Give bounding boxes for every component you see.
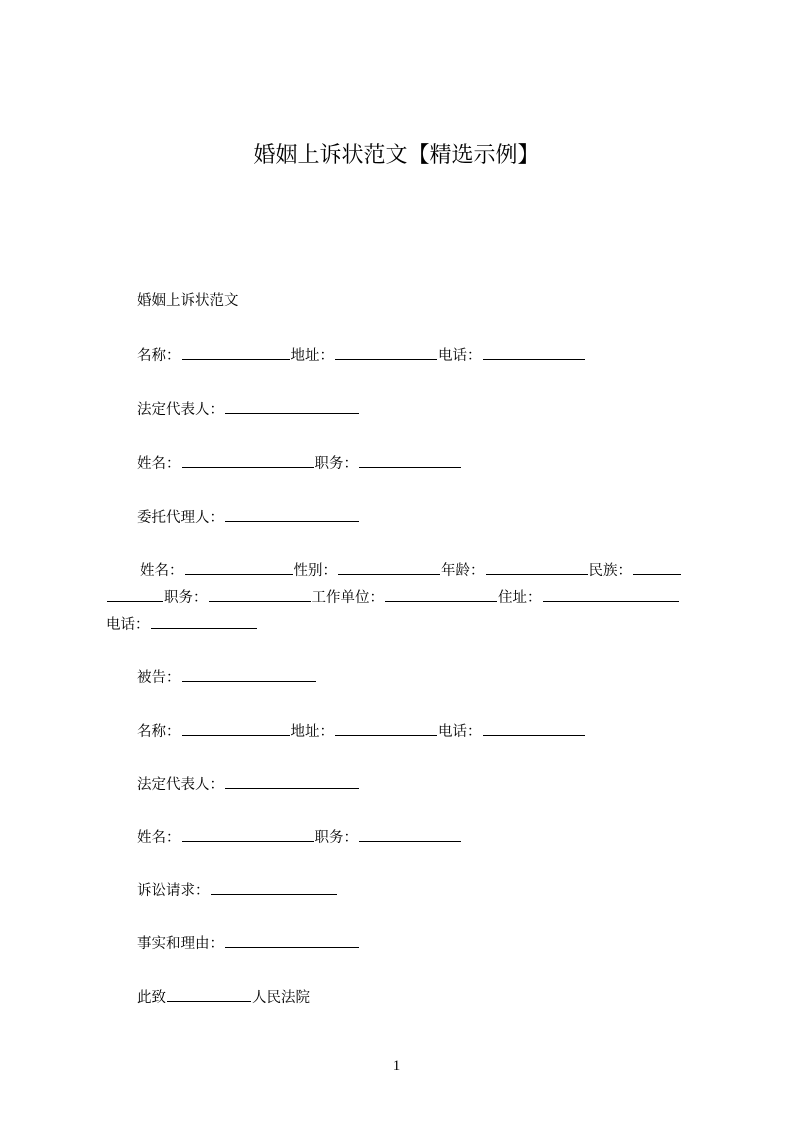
defendant-address-label: 地址： [290, 724, 334, 740]
defendant-phone-blank [483, 720, 585, 736]
claim-blank [211, 879, 337, 895]
defendant-rep-name-line [137, 826, 462, 848]
agent-details-line-2 [106, 586, 680, 608]
residence-blank [543, 586, 679, 602]
ethnicity-blank-part-1 [633, 559, 681, 575]
ethnicity-label: 民族： [588, 563, 632, 579]
position-label: 职务： [314, 456, 358, 472]
defendant-label: 被告： [137, 670, 181, 686]
defendant-position-label: 职务： [314, 830, 358, 846]
defendant-name-blank [182, 720, 290, 736]
subtitle: 婚姻上诉状范文 [137, 293, 239, 309]
gender-label: 性别： [293, 563, 337, 579]
residence-label: 住址： [498, 590, 542, 606]
agent-phone-blank [151, 613, 257, 629]
age-blank [486, 559, 588, 575]
claim-label: 诉讼请求： [137, 883, 210, 899]
defendant-legal-rep-label: 法定代表人： [137, 777, 224, 793]
defendant-person-name-label: 姓名： [137, 830, 181, 846]
address-label: 地址： [290, 348, 334, 364]
defendant-position-blank [359, 826, 461, 842]
address-blank [335, 344, 437, 360]
claim-line [137, 879, 338, 901]
agent-label: 委托代理人： [137, 510, 224, 526]
facts-blank [225, 932, 359, 948]
facts-label: 事实和理由： [137, 936, 224, 952]
agent-position-label: 职务： [164, 590, 208, 606]
document-title: 婚姻上诉状范文【精选示例】 [253, 143, 540, 168]
court-blank [167, 986, 251, 1002]
defendant-blank [182, 666, 316, 682]
agent-details-line-1 [140, 559, 682, 581]
defendant-name-label: 名称： [137, 724, 181, 740]
defendant-line [137, 666, 317, 688]
person-name-blank [182, 452, 314, 468]
phone-label: 电话： [438, 348, 482, 364]
age-label: 年龄： [441, 563, 485, 579]
page-number: 1 [392, 1058, 401, 1074]
ethnicity-blank-part-2 [107, 586, 163, 602]
to-label: 此致 [137, 990, 166, 1006]
defendant-legal-rep-line [137, 773, 360, 795]
agent-details-line-3 [106, 613, 258, 635]
facts-line [137, 932, 360, 954]
work-unit-label: 工作单位： [311, 590, 384, 606]
court-line [137, 986, 310, 1008]
defendant-legal-rep-blank [225, 773, 359, 789]
defendant-contact-line [137, 720, 586, 742]
defendant-address-blank [335, 720, 437, 736]
plaintiff-contact-line [137, 344, 586, 366]
legal-rep-blank [225, 398, 359, 414]
defendant-person-name-blank [182, 826, 314, 842]
legal-rep-label: 法定代表人： [137, 402, 224, 418]
defendant-phone-label: 电话： [438, 724, 482, 740]
agent-position-blank [209, 586, 311, 602]
agent-blank [225, 506, 359, 522]
name-blank [182, 344, 290, 360]
person-name-label: 姓名： [137, 456, 181, 472]
agent-phone-label: 电话： [106, 617, 150, 633]
court-label: 人民法院 [252, 990, 310, 1006]
legal-rep-line [137, 398, 360, 420]
rep-name-line [137, 452, 462, 474]
gender-blank [338, 559, 440, 575]
phone-blank [483, 344, 585, 360]
name-label: 名称： [137, 348, 181, 364]
position-blank [359, 452, 461, 468]
work-unit-blank [385, 586, 497, 602]
agent-name-label: 姓名： [140, 563, 184, 579]
agent-line [137, 506, 360, 528]
agent-name-blank [185, 559, 293, 575]
